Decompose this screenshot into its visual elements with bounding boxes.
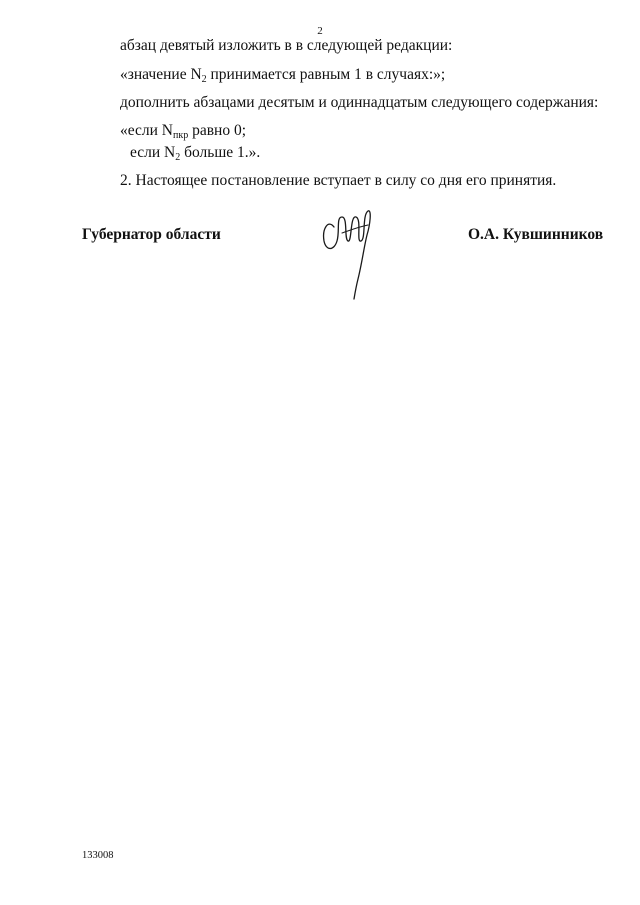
paragraph-text-part: принимается равным 1 в случаях:»; bbox=[206, 66, 446, 83]
paragraph-text-part: «значение N bbox=[120, 66, 202, 83]
paragraph-text-part: больше 1.». bbox=[180, 144, 261, 161]
paragraph-add-paragraphs: дополнить абзацами десятым и одиннадцатым следующего содержания: bbox=[120, 94, 599, 111]
subscript: пкр bbox=[173, 130, 189, 141]
handwritten-signature bbox=[318, 203, 384, 303]
paragraph-text-part: если N bbox=[130, 144, 176, 161]
paragraph-if-npkr bbox=[120, 122, 246, 140]
page-number: 2 bbox=[317, 25, 323, 37]
subscript: 2 bbox=[201, 74, 207, 85]
paragraph-if-n2 bbox=[130, 144, 260, 162]
paragraph-text-part: равно 0; bbox=[188, 122, 247, 139]
document-code: 133008 bbox=[82, 850, 114, 861]
paragraph-paragraph-nine: абзац девятый изложить в в следующей редакции: bbox=[120, 37, 453, 54]
signer-position-title: Губернатор области bbox=[82, 226, 221, 243]
subscript: 2 bbox=[175, 152, 181, 163]
signer-name: О.А. Кувшинников bbox=[468, 226, 604, 243]
paragraph-text-part: «если N bbox=[120, 122, 173, 139]
paragraph-effective-date: 2. Настоящее постановление вступает в силу со дня его принятия. bbox=[120, 172, 557, 189]
paragraph-quoted-n2-value bbox=[120, 66, 445, 84]
